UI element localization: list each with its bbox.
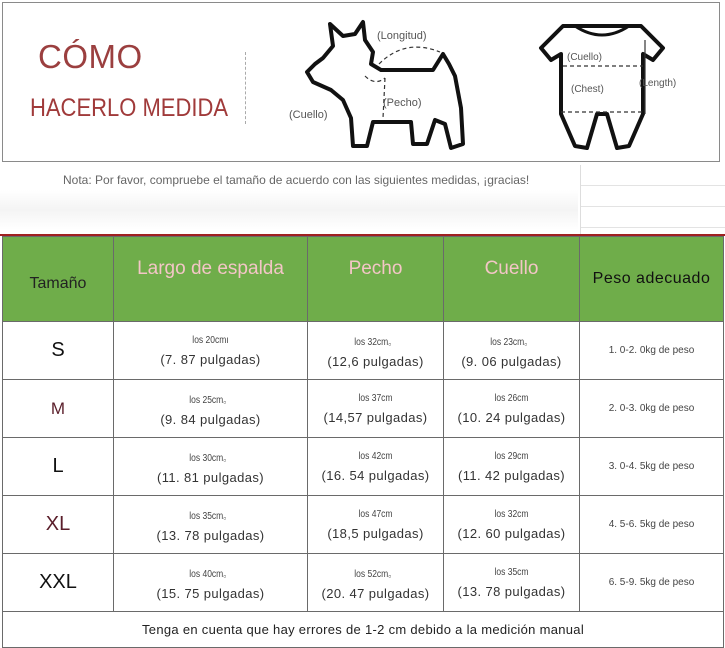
title-line-2: HACERLO MEDIDA <box>30 94 229 122</box>
shirt-length-label: (Length) <box>639 78 677 89</box>
back-cell <box>114 496 308 554</box>
weight-cell: 4. 5-6. 5kg de peso <box>580 496 724 554</box>
dog-measure-diagram <box>285 18 485 158</box>
table-row <box>3 322 724 380</box>
chest-cm: los 32cm。 <box>354 336 397 348</box>
chest-cm: los 52cm。 <box>354 568 397 580</box>
chest-cm: los 47cm <box>358 508 393 520</box>
neck-in: (12. 60 pulgadas) <box>457 525 566 541</box>
neck-cell <box>444 496 580 554</box>
title-line-1: CÓMO <box>38 38 143 75</box>
back-in: (13. 78 pulgadas) <box>156 527 265 543</box>
header-size: Tamaño <box>3 237 114 322</box>
size-cell: L <box>3 438 114 496</box>
neck-cm: los 29cm <box>494 450 529 462</box>
neck-in: (10. 24 pulgadas) <box>457 409 566 425</box>
back-cm: los 25cm。 <box>189 394 232 406</box>
header-chest: Pecho <box>308 237 444 322</box>
faded-area <box>0 190 578 230</box>
size-cell: S <box>3 322 114 380</box>
shirt-neck-label: (Cuello) <box>567 52 603 63</box>
shirt-chest-label: (Chest) <box>571 84 604 95</box>
measurement-disclaimer: Tenga en cuenta que hay errores de 1-2 cm debido a la medición manual <box>3 612 724 648</box>
chest-cm: los 42cm <box>358 450 393 462</box>
header-neck: Cuello <box>444 237 580 322</box>
dog-neck-label: (Cuello) <box>289 109 328 121</box>
back-cm: los 35cm。 <box>189 510 232 522</box>
dog-chest-label: (Pecho) <box>383 97 422 109</box>
header-weight: Peso adecuado <box>580 237 724 322</box>
back-cm: los 20cm​ı <box>192 334 229 346</box>
table-header-row <box>3 237 724 322</box>
weight-cell: 3. 0-4. 5kg de peso <box>580 438 724 496</box>
chest-cell <box>308 554 444 612</box>
size-cell: XL <box>3 496 114 554</box>
divider <box>245 52 246 124</box>
back-cell <box>114 322 308 380</box>
weight-cell: 2. 0-3. 0kg de peso <box>580 380 724 438</box>
back-cm: los 30cm。 <box>189 452 232 464</box>
neck-in: (13. 78 pulgadas) <box>457 583 566 599</box>
table-row <box>3 380 724 438</box>
neck-in: (9. 06 pulgadas) <box>461 353 562 369</box>
chest-in: (14,57 pulgadas) <box>323 409 428 425</box>
table-row <box>3 438 724 496</box>
weight-cell: 6. 5-9. 5kg de peso <box>580 554 724 612</box>
neck-cell <box>444 380 580 438</box>
neck-cm: los 32cm <box>494 508 529 520</box>
size-cell: M <box>3 380 114 438</box>
back-in: (15. 75 pulgadas) <box>156 585 265 601</box>
shirt-measure-diagram <box>523 14 693 154</box>
neck-cell <box>444 554 580 612</box>
chest-cell <box>308 438 444 496</box>
back-cell <box>114 438 308 496</box>
size-cell: XXL <box>3 554 114 612</box>
chest-in: (20. 47 pulgadas) <box>321 585 430 601</box>
chest-cell <box>308 496 444 554</box>
neck-cm: los 35cm <box>494 566 529 578</box>
side-lines <box>580 165 725 235</box>
chest-cell <box>308 380 444 438</box>
size-note: Nota: Por favor, compruebe el tamaño de acuerdo con las siguientes medidas, ¡gracias! <box>63 173 530 187</box>
size-table <box>2 236 724 648</box>
dog-length-label: (Longitud) <box>377 30 427 42</box>
back-cm: los 40cm。 <box>189 568 232 580</box>
chest-cell <box>308 322 444 380</box>
back-in: (7. 87 pulgadas) <box>160 351 261 367</box>
table-row <box>3 554 724 612</box>
chest-in: (12,6 pulgadas) <box>327 353 424 369</box>
neck-cm: los 26cm <box>494 392 529 404</box>
chest-in: (18,5 pulgadas) <box>327 525 424 541</box>
neck-in: (11. 42 pulgadas) <box>457 467 566 483</box>
weight-cell: 1. 0-2. 0kg de peso <box>580 322 724 380</box>
back-cell <box>114 380 308 438</box>
neck-cell <box>444 322 580 380</box>
neck-cell <box>444 438 580 496</box>
neck-cm: los 23cm。 <box>490 336 533 348</box>
chest-in: (16. 54 pulgadas) <box>321 467 430 483</box>
back-in: (9. 84 pulgadas) <box>160 411 261 427</box>
back-cell <box>114 554 308 612</box>
table-footer-row <box>3 612 724 648</box>
header-back-length: Largo de espalda <box>114 237 308 322</box>
chest-cm: los 37cm <box>358 392 393 404</box>
table-row <box>3 496 724 554</box>
back-in: (11. 81 pulgadas) <box>156 469 265 485</box>
